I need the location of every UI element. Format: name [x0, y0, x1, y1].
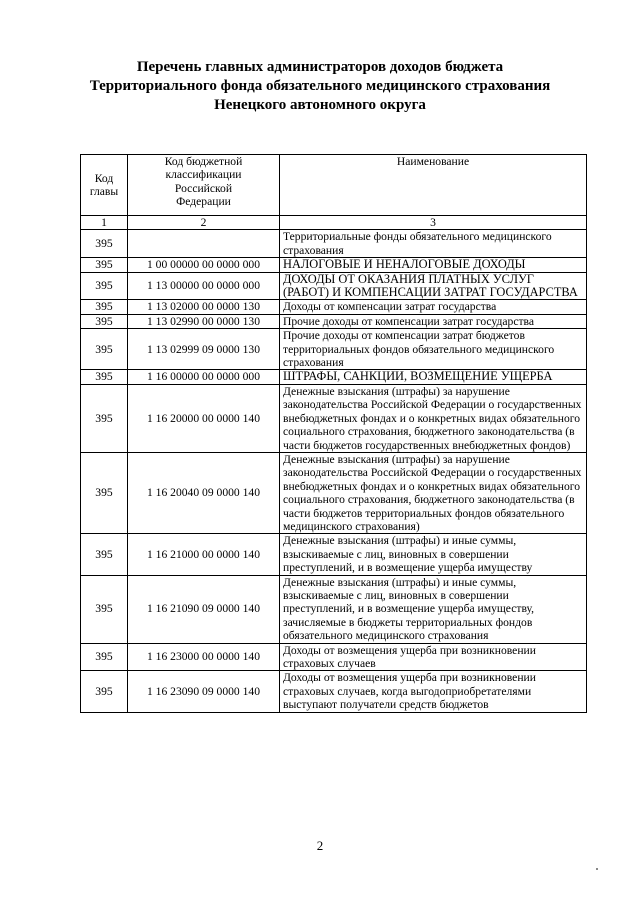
row-code: 395 — [81, 300, 128, 314]
row-kbk: 1 16 23000 00 0000 140 — [128, 643, 280, 671]
table-row — [81, 314, 587, 328]
row-name: НАЛОГОВЫЕ И НЕНАЛОГОВЫЕ ДОХОДЫ — [280, 258, 587, 272]
table-row — [81, 272, 587, 300]
row-code: 395 — [81, 329, 128, 370]
title-line-1: Перечень главных администраторов доходов бюджета — [136, 59, 504, 75]
row-name: Денежные взыскания (штрафы) за нарушение законодательства Российской Федерации о государственных внебюджетных фондах и о конкретных видах обязательного социального страхования, бюджетного законодательства (в части бюджетов территориальных фондов обязательного медицинского страхования) — [280, 452, 587, 533]
row-code: 395 — [81, 671, 128, 712]
row-name: Доходы от возмещения ущерба при возникновении страховых случаев — [280, 643, 587, 671]
row-code: 395 — [81, 272, 128, 300]
table-row — [81, 230, 587, 258]
administrators-table — [80, 154, 587, 713]
row-code: 395 — [81, 534, 128, 575]
row-code: 395 — [81, 384, 128, 452]
row-kbk: 1 16 21000 00 0000 140 — [128, 534, 280, 575]
row-name: Прочие доходы от компенсации затрат бюджетов территориальных фондов обязательного медицинского страхования — [280, 329, 587, 370]
table-row — [81, 643, 587, 671]
column-number-1: 1 — [81, 216, 128, 230]
row-code: 395 — [81, 643, 128, 671]
header-kbk-text: Код бюджетной классификации Российской Федерации — [164, 155, 243, 209]
table-row — [81, 452, 587, 533]
header-name: Наименование — [280, 155, 587, 216]
page-number: 2 — [316, 838, 324, 853]
row-name: Территориальные фонды обязательного медицинского страхования — [280, 230, 587, 258]
scan-speck — [596, 868, 598, 870]
table-row — [81, 329, 587, 370]
table-row — [81, 671, 587, 712]
row-name: Денежные взыскания (штрафы) и иные суммы, взыскиваемые с лиц, виновных в совершении преступлений, и в возмещение ущерба имуществу, зачисляемые в бюджеты территориальных фондов обязательного медицинского страхования — [280, 575, 587, 643]
row-code: 395 — [81, 230, 128, 258]
table-row — [81, 575, 587, 643]
row-code: 395 — [81, 452, 128, 533]
row-kbk: 1 16 20000 00 0000 140 — [128, 384, 280, 452]
title-line-2: Территориального фонда обязательного медицинского страхования — [89, 78, 551, 94]
column-number-2: 2 — [128, 216, 280, 230]
row-kbk: 1 13 02990 00 0000 130 — [128, 314, 280, 328]
row-code: 395 — [81, 314, 128, 328]
title-line-3: Ненецкого автономного округа — [214, 97, 426, 113]
row-kbk: 1 16 21090 09 0000 140 — [128, 575, 280, 643]
row-kbk: 1 16 23090 09 0000 140 — [128, 671, 280, 712]
row-name: Денежные взыскания (штрафы) и иные суммы, взыскиваемые с лиц, виновных в совершении преступлений, и в возмещение ущерба имуществу — [280, 534, 587, 575]
column-number-3: 3 — [280, 216, 587, 230]
document-title — [0, 58, 640, 115]
table-row — [81, 534, 587, 575]
table-row — [81, 384, 587, 452]
row-name: ШТРАФЫ, САНКЦИИ, ВОЗМЕЩЕНИЕ УЩЕРБА — [280, 370, 587, 384]
row-code: 395 — [81, 575, 128, 643]
header-code-chapter: Код главы — [81, 155, 128, 216]
row-name: Доходы от компенсации затрат государства — [280, 300, 587, 314]
header-kbk — [128, 155, 280, 216]
row-kbk: 1 13 00000 00 0000 000 — [128, 272, 280, 300]
row-kbk: 1 16 20040 09 0000 140 — [128, 452, 280, 533]
row-kbk — [128, 230, 280, 258]
table-header-row — [81, 155, 587, 216]
row-kbk: 1 00 00000 00 0000 000 — [128, 258, 280, 272]
row-name: Денежные взыскания (штрафы) за нарушение законодательства Российской Федерации о государственных внебюджетных фондах и о конкретных видах обязательного социального страхования, бюджетного законодательства (в части бюджетов государственных внебюджетных фондов) — [280, 384, 587, 452]
row-code: 395 — [81, 258, 128, 272]
row-kbk: 1 16 00000 00 0000 000 — [128, 370, 280, 384]
row-name: Доходы от возмещения ущерба при возникновении страховых случаев, когда выгодоприобретателями выступают получатели средств бюджетов — [280, 671, 587, 712]
table-column-numbers-row — [81, 216, 587, 230]
row-kbk: 1 13 02000 00 0000 130 — [128, 300, 280, 314]
row-code: 395 — [81, 370, 128, 384]
table-row — [81, 258, 587, 272]
table-row — [81, 300, 587, 314]
table-row — [81, 370, 587, 384]
row-kbk: 1 13 02999 09 0000 130 — [128, 329, 280, 370]
row-name: Прочие доходы от компенсации затрат государства — [280, 314, 587, 328]
row-name: ДОХОДЫ ОТ ОКАЗАНИЯ ПЛАТНЫХ УСЛУГ (РАБОТ) И КОМПЕНСАЦИИ ЗАТРАТ ГОСУДАРСТВА — [280, 272, 587, 300]
